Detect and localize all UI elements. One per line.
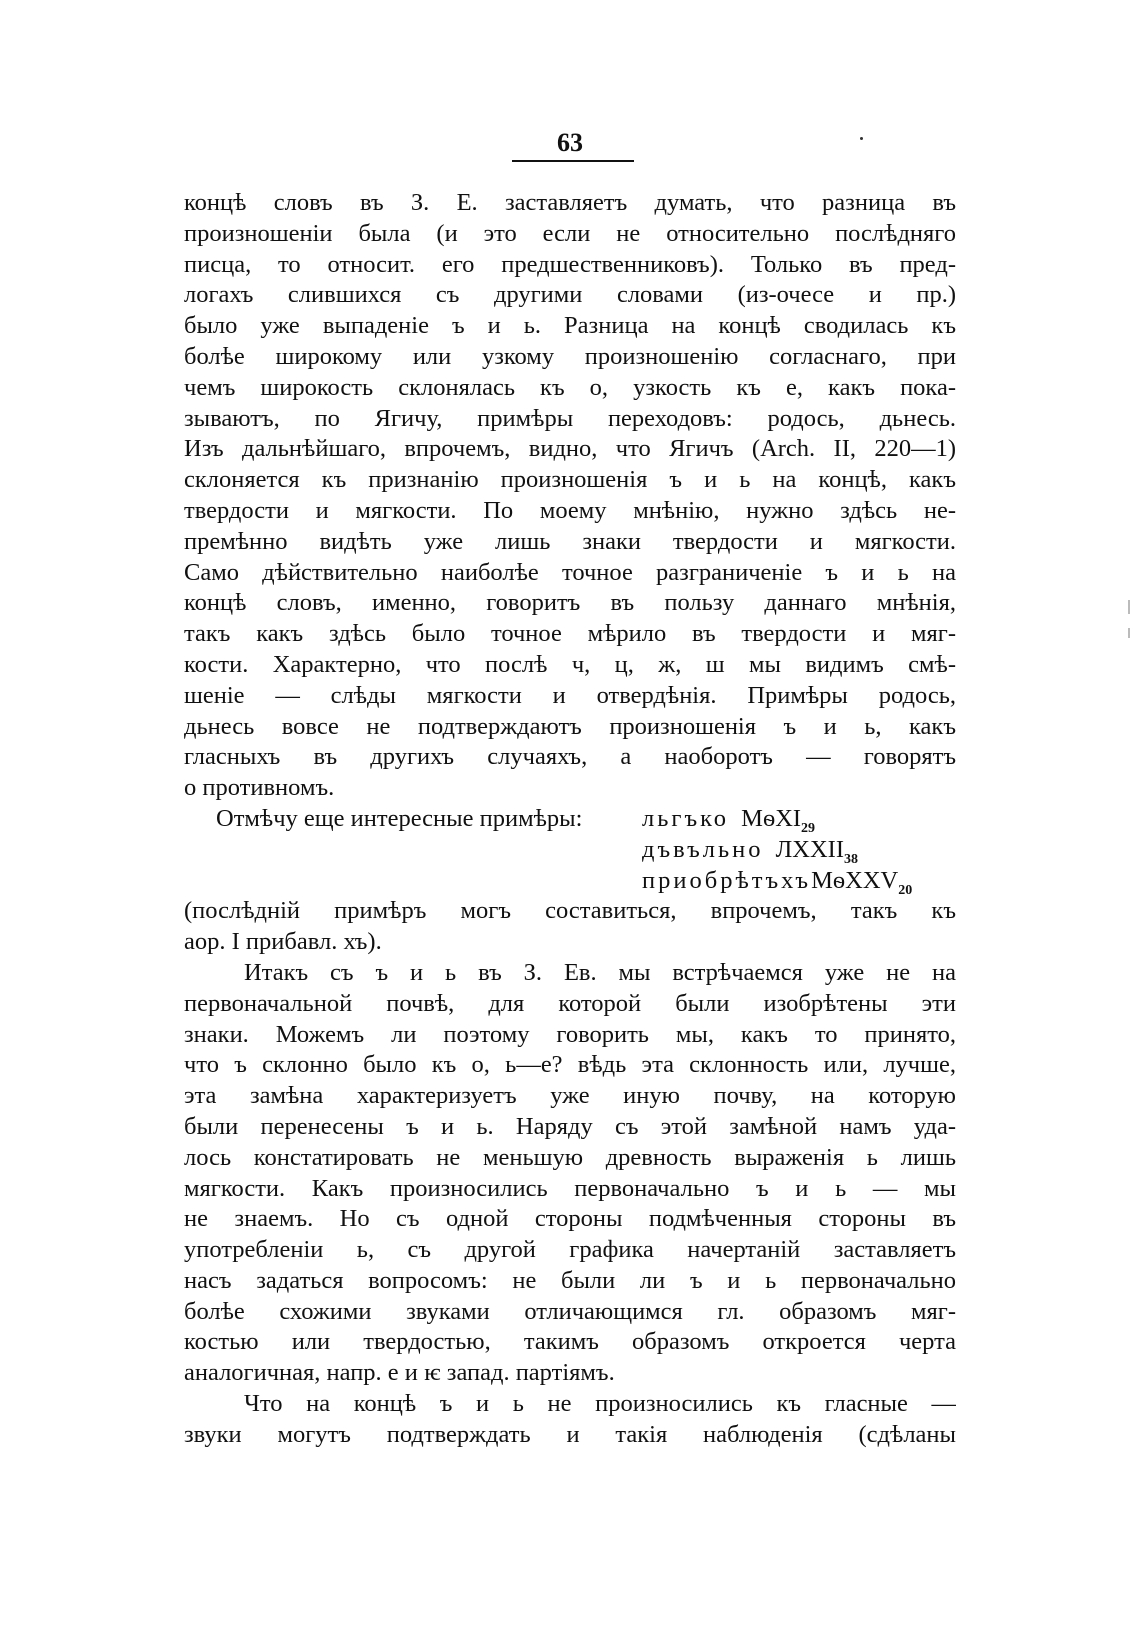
text-line: Итакъ съ ъ и ь въ З. Ев. мы встрѣчаемся уже не на — [244, 958, 956, 986]
text-line: что ъ склонно было къ о, ь—е? вѣдь эта склонность или, лучше, — [184, 1051, 956, 1079]
text-line: твердости и мягкости. По моему мнѣнію, нужно здѣсь не- — [184, 496, 956, 524]
text-line: Изъ дальнѣйшаго, впрочемъ, видно, что Ягичъ (Arch. II, 220—1) — [184, 435, 956, 463]
text-line: знаки. Можемъ ли поэтому говорить мы, какъ то принято, — [184, 1020, 956, 1048]
text-line: были перенесены ъ и ь. Наряду съ этой замѣной намъ уда- — [184, 1112, 956, 1140]
example-ref-sub: 29 — [801, 820, 816, 836]
text-line: Само дѣйствительно наиболѣе точное разграниченіе ъ и ь на — [184, 558, 956, 586]
example-form: дъвъльно — [642, 835, 764, 863]
text-line: эта замѣна характеризуетъ уже иную почву, на которую — [184, 1082, 956, 1110]
text-line: склоняется къ признанію произношенія ъ и ь на концѣ, какъ — [184, 466, 956, 494]
text-line: звуки могутъ подтверждать и такія наблюденія (сдѣланы — [184, 1420, 956, 1448]
text-line: чемъ широкость склонялась къ о, узкость къ е, какъ пока- — [184, 373, 956, 401]
text-line: аналогичная, напр. е и ѥ запад. партіямъ. — [184, 1359, 615, 1387]
example-ref-sub: 20 — [898, 882, 913, 898]
text-line: гласныхъ въ другихъ случаяхъ, а наоборотъ — говорятъ — [184, 743, 956, 771]
page-number-rule — [512, 160, 634, 162]
text-line: кости. Характерно, что послѣ ч, ц, ж, ш мы видимъ смѣ- — [184, 650, 956, 678]
text-line: было уже выпаденіе ъ и ь. Разница на концѣ сводилась къ — [184, 312, 956, 340]
scan-edge-mark — [1128, 600, 1130, 614]
text-line: дьнесь вовсе не подтверждаютъ произношенія ъ и ь, какъ — [184, 712, 956, 740]
example-row — [184, 866, 956, 897]
text-line: концѣ словъ, именно, говоритъ въ пользу даннаго мнѣнія, — [184, 589, 956, 617]
text-line: употребленіи ь, съ другой графика начертаній заставляетъ — [184, 1236, 956, 1264]
text-line: не знаемъ. Но съ одной стороны подмѣченныя стороны въ — [184, 1205, 956, 1233]
text-line: лось констатировать не меньшую древность выраженія ь лишь — [184, 1143, 956, 1171]
text-line: произношеніи была (и это если не относительно послѣдняго — [184, 219, 956, 247]
example-ref: ЛXXII — [775, 835, 844, 863]
text-line: такъ какъ здѣсь было точное мѣрило въ твердости и мяг- — [184, 620, 956, 648]
text-line: мягкости. Какъ произносились первоначально ъ и ь — мы — [184, 1174, 956, 1202]
text-line: первоначальной почвѣ, для которой были изобрѣтены эти — [184, 989, 956, 1017]
page-number: 63 — [557, 128, 583, 157]
examples-lead: Отмѣчу еще интересные примѣры: — [216, 804, 583, 832]
text-line: шеніе — слѣды мягкости и отвердѣнія. Примѣры родось, — [184, 681, 956, 709]
text-line: писца, то относит. его предшественниковъ). Только въ пред- — [184, 250, 956, 278]
example-item — [642, 866, 912, 907]
example-ref-sub: 38 — [843, 851, 858, 867]
text-line: премѣнно видѣть уже лишь знаки твердости и мягкости. — [184, 527, 956, 555]
scan-edge-mark — [1128, 628, 1130, 638]
text-line: костью или твердостью, такимъ образомъ откроется черта — [184, 1328, 956, 1356]
example-ref: МѳXI — [741, 804, 802, 832]
text-line: зываютъ, по Ягичу, примѣры переходовъ: родось, дьнесь. — [184, 404, 956, 432]
example-ref: МѳXXV — [811, 866, 899, 894]
text-line: логахъ слившихся съ другими словами (из-очесе и пр.) — [184, 281, 956, 309]
text-line: болѣе схожими звуками отличающимся гл. образомъ мяг- — [184, 1297, 956, 1325]
print-speck — [860, 137, 863, 140]
example-form: льгъко — [642, 804, 730, 832]
text-line: аор. I прибавл. хъ). — [184, 928, 382, 956]
example-form: приобрѣтъхъ — [642, 866, 812, 894]
example-row — [184, 835, 956, 866]
example-row — [184, 804, 956, 835]
text-line: о противномъ. — [184, 774, 335, 802]
text-line: концѣ словъ въ З. Е. заставляетъ думать, что разница въ — [184, 189, 956, 216]
body-text — [184, 188, 956, 1451]
text-line: (послѣдній примѣръ могъ составиться, впрочемъ, такъ къ — [184, 897, 956, 925]
text-line: Что на концѣ ъ и ь не произносились къ гласные — — [244, 1390, 956, 1418]
text-line: болѣе широкому или узкому произношенію согласнаго, при — [184, 342, 956, 370]
text-line: насъ задаться вопросомъ: не были ли ъ и ь первоначально — [184, 1266, 956, 1294]
